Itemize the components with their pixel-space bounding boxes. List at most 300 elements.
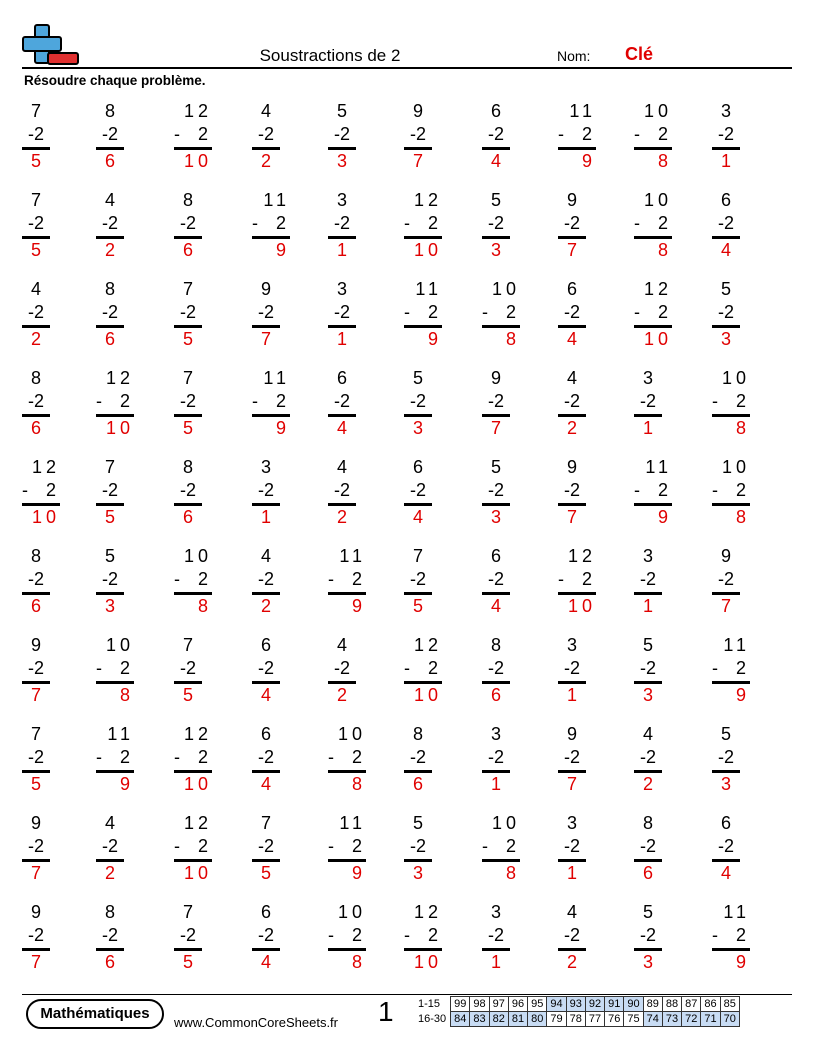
minuend: 12 [413, 902, 442, 922]
minus-sign: - [179, 302, 186, 322]
subtrahend: 2 [723, 302, 734, 322]
subtrahend: 2 [263, 302, 274, 322]
minus-sign: - [404, 925, 410, 945]
problem-10-1 [22, 901, 50, 974]
problem-2-2 [96, 189, 124, 262]
minuend: 4 [260, 546, 271, 566]
minuend: 12 [183, 724, 212, 744]
subtrahend: 2 [185, 925, 196, 945]
subtrahend: 2 [493, 213, 504, 233]
minus-sign: - [101, 836, 108, 856]
minuend: 12 [643, 279, 672, 299]
minus-sign: - [487, 480, 494, 500]
subtrahend-line [558, 657, 586, 680]
minus-sign: - [409, 747, 416, 767]
subtrahend-line [174, 657, 202, 680]
subtrahend-line [252, 123, 280, 146]
answer: 10 [413, 685, 442, 705]
problem-9-3 [174, 812, 212, 885]
problem-1-2 [96, 100, 124, 173]
problem-1-1 [22, 100, 50, 173]
problem-8-2 [96, 723, 134, 796]
minuend: 10 [491, 813, 520, 833]
minuend: 9 [30, 635, 41, 655]
answer: 9 [657, 507, 672, 527]
score-cell: 76 [605, 1012, 624, 1027]
subtrahend: 2 [569, 925, 580, 945]
minuend: 3 [490, 724, 501, 744]
subtrahend: 2 [351, 747, 366, 767]
subtrahend-line [252, 924, 280, 947]
subtrahend: 2 [185, 480, 196, 500]
subtrahend-line [22, 479, 60, 502]
minuend: 7 [182, 902, 193, 922]
answer: 2 [642, 774, 653, 794]
problem-3-8 [558, 278, 586, 351]
subtrahend-line [634, 390, 662, 413]
subtrahend-line [558, 212, 586, 235]
minuend: 3 [642, 546, 653, 566]
answer: 10 [183, 151, 212, 171]
score-cell: 80 [528, 1012, 547, 1027]
score-cell: 72 [682, 1012, 701, 1027]
problem-8-9 [634, 723, 662, 796]
subtrahend: 2 [33, 747, 44, 767]
subtrahend: 2 [275, 391, 290, 411]
subtrahend-line [252, 657, 280, 680]
minus-sign: - [409, 480, 416, 500]
answer: 8 [735, 507, 750, 527]
subtrahend-line [482, 746, 510, 769]
problem-7-5 [328, 634, 356, 707]
score-cell: 74 [643, 1012, 662, 1027]
minuend: 11 [569, 101, 596, 121]
minus-sign: - [257, 480, 264, 500]
answer: 7 [30, 952, 41, 972]
subtrahend-line [96, 390, 134, 413]
answer: 1 [566, 863, 577, 883]
minus-sign: - [487, 925, 494, 945]
minuend: 7 [30, 101, 41, 121]
answer: 3 [490, 507, 501, 527]
subtrahend: 2 [493, 391, 504, 411]
problem-2-7 [482, 189, 510, 262]
score-cell: 85 [720, 997, 739, 1012]
minus-sign: - [409, 391, 416, 411]
subtrahend: 2 [119, 391, 134, 411]
subtrahend-line [96, 123, 124, 146]
subtrahend-line [558, 568, 596, 591]
answer: 3 [642, 685, 653, 705]
name-label: Nom: [557, 48, 591, 64]
minus-sign: - [333, 391, 340, 411]
minuend: 8 [104, 101, 115, 121]
problem-7-8 [558, 634, 586, 707]
answer: 9 [581, 151, 596, 171]
problem-6-5 [328, 545, 366, 618]
subtrahend: 2 [107, 302, 118, 322]
minuend: 10 [643, 101, 672, 121]
minuend: 12 [413, 635, 442, 655]
problem-5-2 [96, 456, 124, 529]
subtrahend-line [252, 390, 290, 413]
subtrahend: 2 [197, 836, 212, 856]
answer: 9 [735, 952, 750, 972]
minuend: 12 [183, 101, 212, 121]
subtrahend-line [712, 835, 740, 858]
subtrahend: 2 [569, 480, 580, 500]
problem-3-5 [328, 278, 356, 351]
subtrahend-line [252, 479, 280, 502]
subtrahend-line [712, 657, 750, 680]
minus-sign: - [179, 925, 186, 945]
subtrahend-line [482, 568, 510, 591]
problem-3-4 [252, 278, 280, 351]
answer: 4 [720, 863, 731, 883]
subtrahend-line [328, 212, 356, 235]
subtrahend-line [404, 212, 442, 235]
minus-sign: - [409, 836, 416, 856]
subtrahend-line [558, 390, 586, 413]
subtrahend-line [558, 835, 586, 858]
minus-sign: - [639, 836, 646, 856]
subtrahend: 2 [645, 391, 656, 411]
subtrahend: 2 [119, 658, 134, 678]
minuend: 11 [645, 457, 672, 477]
subtrahend: 2 [505, 302, 520, 322]
problem-3-2 [96, 278, 124, 351]
minuend: 11 [723, 902, 750, 922]
subtrahend: 2 [569, 302, 580, 322]
name-value: Clé [625, 44, 654, 64]
minus-sign: - [96, 658, 102, 678]
subtrahend-line [712, 212, 740, 235]
subtrahend-line [404, 835, 432, 858]
problem-1-4 [252, 100, 280, 173]
problem-5-9 [634, 456, 672, 529]
score-cell: 73 [662, 1012, 681, 1027]
answer: 4 [260, 774, 271, 794]
minus-sign: - [27, 302, 34, 322]
subtrahend: 2 [645, 836, 656, 856]
problem-10-2 [96, 901, 124, 974]
subtrahend: 2 [569, 658, 580, 678]
answer: 8 [657, 151, 672, 171]
answer: 5 [412, 596, 423, 616]
minuend: 9 [566, 457, 577, 477]
subtrahend: 2 [415, 747, 426, 767]
minuend: 6 [260, 724, 271, 744]
minus-sign: - [563, 302, 570, 322]
subtrahend-line [328, 568, 366, 591]
problem-10-3 [174, 901, 202, 974]
subtrahend-line [22, 123, 50, 146]
minuend: 3 [720, 101, 731, 121]
problem-8-7 [482, 723, 510, 796]
minuend: 3 [336, 279, 347, 299]
minuend: 4 [260, 101, 271, 121]
score-cell: 81 [508, 1012, 527, 1027]
minus-sign: - [174, 569, 180, 589]
problem-7-7 [482, 634, 510, 707]
answer: 8 [505, 329, 520, 349]
minuend: 12 [567, 546, 596, 566]
subtrahend: 2 [185, 213, 196, 233]
score-cell: 83 [470, 1012, 489, 1027]
minuend: 6 [720, 190, 731, 210]
minus-sign: - [639, 658, 646, 678]
minuend: 9 [566, 724, 577, 744]
subtrahend: 2 [415, 836, 426, 856]
answer: 8 [351, 774, 366, 794]
minuend: 3 [642, 368, 653, 388]
score-cell: 87 [682, 997, 701, 1012]
minus-sign: - [333, 124, 340, 144]
minus-sign: - [27, 569, 34, 589]
minuend: 8 [104, 279, 115, 299]
minus-sign: - [639, 569, 646, 589]
minuend: 4 [336, 635, 347, 655]
minuend: 12 [183, 813, 212, 833]
minuend: 11 [415, 279, 442, 299]
problem-5-4 [252, 456, 280, 529]
subtrahend-line [328, 479, 356, 502]
minuend: 9 [720, 546, 731, 566]
answer: 7 [566, 240, 577, 260]
minuend: 7 [260, 813, 271, 833]
minus-sign: - [179, 480, 186, 500]
answer: 4 [260, 952, 271, 972]
minus-sign: - [333, 302, 340, 322]
minuend: 10 [721, 457, 750, 477]
subtrahend-line [558, 746, 586, 769]
minus-sign: - [639, 925, 646, 945]
subtrahend: 2 [351, 925, 366, 945]
problem-4-1 [22, 367, 50, 440]
minus-sign: - [101, 213, 108, 233]
answer: 4 [566, 329, 577, 349]
subtrahend-line [482, 479, 510, 502]
minus-sign: - [634, 213, 640, 233]
subject-badge: Mathématiques [26, 999, 164, 1029]
answer: 1 [336, 240, 347, 260]
minuend: 10 [183, 546, 212, 566]
answer: 6 [104, 151, 115, 171]
score-cell: 79 [547, 1012, 566, 1027]
answer: 3 [412, 863, 423, 883]
subtrahend: 2 [339, 302, 350, 322]
score-cell: 88 [662, 997, 681, 1012]
subtrahend-line [328, 390, 356, 413]
answer: 10 [183, 863, 212, 883]
minuend: 11 [723, 635, 750, 655]
subtrahend-line [558, 123, 596, 146]
subtrahend: 2 [275, 213, 290, 233]
problem-6-8 [558, 545, 596, 618]
minus-sign: - [409, 124, 416, 144]
subtrahend: 2 [723, 747, 734, 767]
subtrahend: 2 [415, 569, 426, 589]
subtrahend-line [404, 657, 442, 680]
minus-sign: - [482, 302, 488, 322]
answer: 1 [720, 151, 731, 171]
problem-2-4 [252, 189, 290, 262]
minuend: 8 [642, 813, 653, 833]
answer: 8 [197, 596, 212, 616]
problem-9-1 [22, 812, 50, 885]
subtrahend-line [712, 301, 740, 324]
problem-7-9 [634, 634, 662, 707]
minuend: 7 [30, 190, 41, 210]
score-cell: 98 [470, 997, 489, 1012]
minuend: 8 [30, 546, 41, 566]
problem-9-8 [558, 812, 586, 885]
minuend: 3 [566, 635, 577, 655]
problem-7-10 [712, 634, 750, 707]
answer: 10 [183, 774, 212, 794]
subtrahend-line [328, 835, 366, 858]
subtrahend-line [174, 123, 212, 146]
subtrahend: 2 [735, 925, 750, 945]
subtrahend: 2 [645, 658, 656, 678]
minus-sign: - [257, 836, 264, 856]
minus-sign: - [404, 213, 410, 233]
page-number: 1 [378, 996, 394, 1027]
answer: 2 [104, 240, 115, 260]
subtrahend-line [404, 924, 442, 947]
subtrahend-line [482, 123, 510, 146]
minus-sign: - [333, 480, 340, 500]
minus-sign: - [639, 747, 646, 767]
problem-10-7 [482, 901, 510, 974]
answer: 7 [566, 774, 577, 794]
answer: 2 [30, 329, 41, 349]
answer: 1 [642, 596, 653, 616]
minuend: 5 [412, 813, 423, 833]
subtrahend: 2 [723, 569, 734, 589]
subtrahend: 2 [197, 747, 212, 767]
subtrahend-line [22, 568, 50, 591]
minus-sign: - [257, 124, 264, 144]
minus-sign: - [487, 658, 494, 678]
minus-sign: - [257, 569, 264, 589]
minuend: 5 [720, 279, 731, 299]
subtrahend-line [174, 835, 212, 858]
minus-sign: - [101, 480, 108, 500]
minus-sign: - [179, 213, 186, 233]
minus-sign: - [712, 658, 718, 678]
score-cell: 91 [605, 997, 624, 1012]
minuend: 10 [721, 368, 750, 388]
subtrahend-line [252, 568, 280, 591]
answer: 10 [413, 240, 442, 260]
problem-3-6 [404, 278, 442, 351]
minuend: 4 [104, 190, 115, 210]
minus-sign: - [717, 836, 724, 856]
problem-4-6 [404, 367, 432, 440]
subtrahend-line [404, 479, 432, 502]
minuend: 12 [31, 457, 60, 477]
minus-sign: - [563, 836, 570, 856]
minuend: 6 [490, 546, 501, 566]
subtrahend-line [634, 479, 672, 502]
minus-sign: - [482, 836, 488, 856]
answer: 3 [336, 151, 347, 171]
minus-sign: - [174, 747, 180, 767]
minus-sign: - [328, 569, 334, 589]
minuend: 10 [491, 279, 520, 299]
minus-sign: - [257, 925, 264, 945]
answer: 5 [30, 774, 41, 794]
score-table [418, 996, 740, 1027]
subtrahend: 2 [107, 480, 118, 500]
problem-4-7 [482, 367, 510, 440]
problem-5-1 [22, 456, 60, 529]
problem-9-9 [634, 812, 662, 885]
minuend: 6 [720, 813, 731, 833]
answer: 6 [182, 507, 193, 527]
subtrahend-line [482, 657, 510, 680]
minuend: 6 [566, 279, 577, 299]
subtrahend-line [96, 746, 134, 769]
minuend: 3 [566, 813, 577, 833]
subtrahend-line [328, 301, 356, 324]
minus-sign: - [717, 124, 724, 144]
answer: 9 [427, 329, 442, 349]
minuend: 8 [412, 724, 423, 744]
minus-sign: - [717, 302, 724, 322]
answer: 9 [119, 774, 134, 794]
page-title: Soustractions de 2 [259, 46, 401, 65]
subtrahend: 2 [339, 124, 350, 144]
problem-5-6 [404, 456, 432, 529]
answer: 1 [642, 418, 653, 438]
subtrahend: 2 [427, 925, 442, 945]
subtrahend-line [22, 390, 50, 413]
minuend: 5 [336, 101, 347, 121]
problem-5-3 [174, 456, 202, 529]
subtrahend-line [634, 301, 672, 324]
subtrahend-line [252, 212, 290, 235]
subtrahend: 2 [33, 302, 44, 322]
minuend: 9 [412, 101, 423, 121]
subtrahend-line [96, 657, 134, 680]
answer: 2 [336, 507, 347, 527]
problem-9-4 [252, 812, 280, 885]
subtrahend: 2 [735, 391, 750, 411]
answer: 7 [30, 863, 41, 883]
problem-7-2 [96, 634, 134, 707]
answer: 6 [182, 240, 193, 260]
problem-6-10 [712, 545, 740, 618]
minuend: 5 [642, 902, 653, 922]
minuend: 5 [490, 457, 501, 477]
subtrahend: 2 [33, 658, 44, 678]
subtrahend: 2 [493, 480, 504, 500]
problem-8-3 [174, 723, 212, 796]
problem-5-8 [558, 456, 586, 529]
subtrahend: 2 [351, 569, 366, 589]
answer: 7 [490, 418, 501, 438]
minus-sign: - [639, 391, 646, 411]
subtrahend-line [328, 746, 366, 769]
minuend: 11 [339, 813, 366, 833]
subtrahend: 2 [569, 391, 580, 411]
minuend: 9 [490, 368, 501, 388]
answer: 4 [260, 685, 271, 705]
answer: 10 [413, 952, 442, 972]
minuend: 10 [643, 190, 672, 210]
